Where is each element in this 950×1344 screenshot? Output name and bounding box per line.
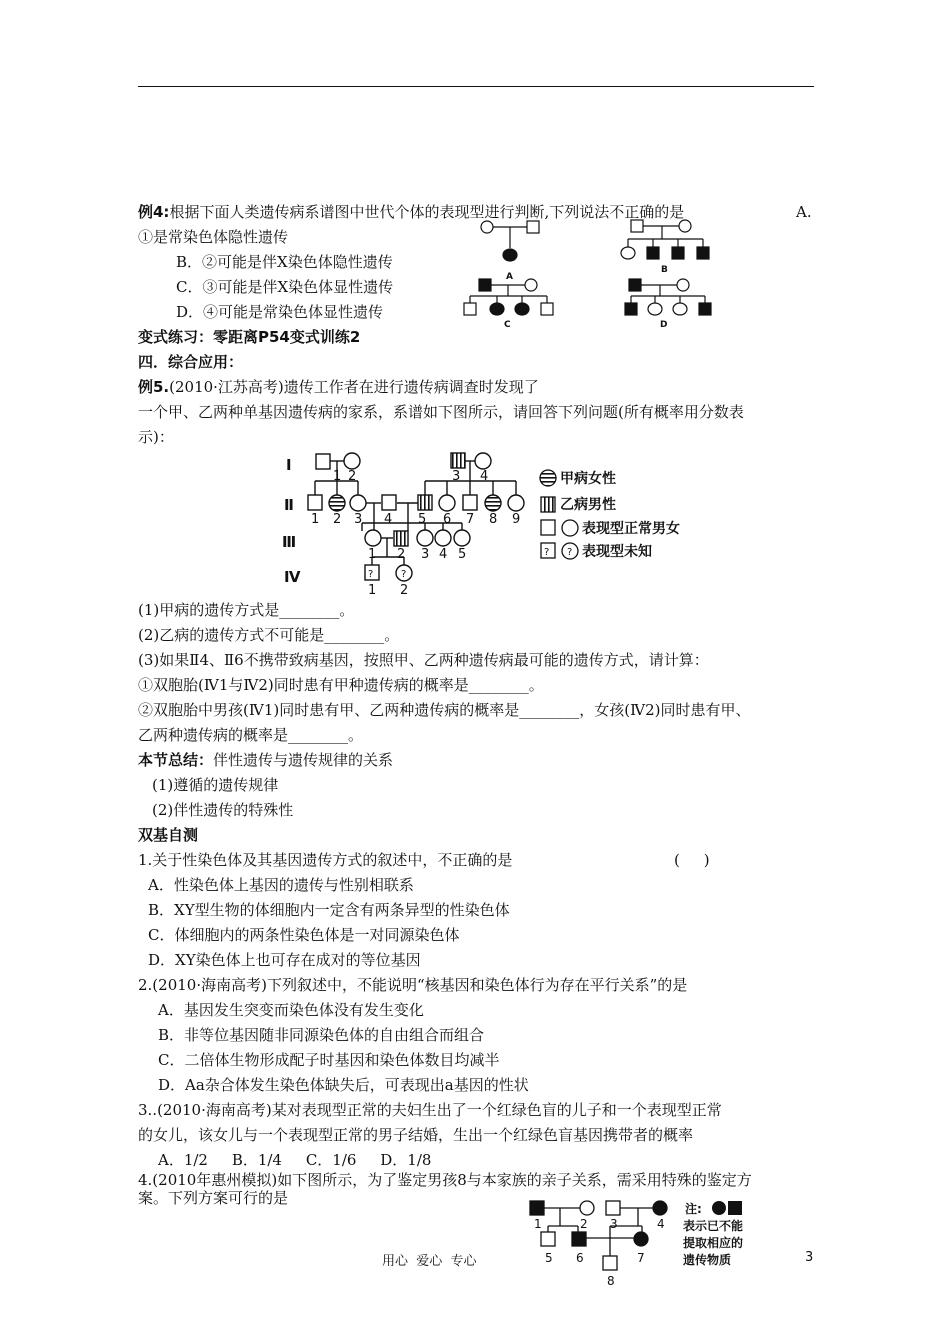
pedigree-a-label: A xyxy=(506,272,513,282)
pedigree-c-label: C xyxy=(504,320,511,330)
svg-text:?: ? xyxy=(567,547,573,558)
svg-text:9: 9 xyxy=(512,512,521,527)
generation-4-label: Ⅳ xyxy=(284,568,301,586)
ex5-line-3: 示)： xyxy=(138,428,174,446)
ex5-question-3a: ①双胞胎(Ⅳ1与Ⅳ2)同时患有甲种遗传病的概率是________。 xyxy=(138,676,544,694)
svg-text:4: 4 xyxy=(480,469,489,484)
svg-text:5: 5 xyxy=(545,1251,553,1265)
summary-label: 本节总结： xyxy=(138,751,214,769)
selftest-q2-c: C．二倍体生物形成配子时基因和染色体数目均减半 xyxy=(158,1051,500,1069)
svg-text:3: 3 xyxy=(610,1217,618,1231)
ex5-question-1: (1)甲病的遗传方式是________。 xyxy=(138,601,355,619)
selftest-q1-a: A．性染色体上基因的遗传与性别相联系 xyxy=(148,876,414,894)
pedigree-c xyxy=(464,279,553,315)
svg-text:7: 7 xyxy=(637,1251,645,1265)
legend-item-1: 甲病女性 xyxy=(560,471,616,487)
svg-text:4: 4 xyxy=(384,512,393,527)
svg-text:3: 3 xyxy=(421,547,430,562)
svg-text:3: 3 xyxy=(452,469,461,484)
selftest-q2-a: A．基因发生突变而染色体没有发生变化 xyxy=(158,1001,424,1019)
ex5-label: 例5. xyxy=(138,378,170,396)
ex5-question-3b: ②双胞胎中男孩(Ⅳ1)同时患有甲、乙两种遗传病的概率是________，女孩(Ⅳ2)同时患有甲、 xyxy=(138,701,751,719)
svg-text:5: 5 xyxy=(418,512,427,527)
selftest-q2: 2.(2010·海南高考)下列叙述中，不能说明“核基因和染色体行为存在平行关系”的是 xyxy=(138,976,688,994)
generation-3-label: Ⅲ xyxy=(282,533,297,551)
ex4-stem: 根据下面人类遗传病系谱图中世代个体的表现型进行判断,下列说法不正确的是 xyxy=(169,203,685,221)
summary-item-1: (1)遵循的遗传规律 xyxy=(152,776,279,794)
individual-numbers xyxy=(311,469,520,598)
ex5-pedigree-figure xyxy=(280,445,700,605)
svg-text:1: 1 xyxy=(333,469,342,484)
legend-item-3: 表现型正常男女 xyxy=(582,521,680,537)
svg-text:?: ? xyxy=(368,569,374,580)
ex4-option-c: C．③可能是伴X染色体显性遗传 xyxy=(176,278,394,296)
header-rule xyxy=(138,86,814,87)
selftest-q3-options: A．1/2 B．1/4 C．1/6 D．1/8 xyxy=(158,1151,432,1169)
q4-note-line-2: 提取相应的 xyxy=(683,1236,744,1250)
svg-text:6: 6 xyxy=(576,1251,584,1265)
pedigree-d xyxy=(625,279,711,315)
generation-2-label: Ⅱ xyxy=(284,496,294,514)
ex4-option-b: B．②可能是伴X染色体隐性遗传 xyxy=(176,253,393,271)
svg-text:4: 4 xyxy=(657,1217,665,1231)
svg-text:8: 8 xyxy=(607,1274,615,1288)
svg-text:1: 1 xyxy=(311,512,320,527)
q4-note-circle xyxy=(712,1201,726,1215)
svg-text:1: 1 xyxy=(368,583,377,598)
q4-note-label: 注: xyxy=(685,1202,702,1216)
pedigree-d-label: D xyxy=(660,320,668,330)
summary-line xyxy=(138,750,393,770)
pedigree-b xyxy=(621,220,709,259)
section-4-heading: 四．综合应用： xyxy=(138,353,244,371)
q4-pedigree-figure xyxy=(520,1196,790,1296)
svg-text:1: 1 xyxy=(534,1217,542,1231)
selftest-q1-c: C．体细胞内的两条性染色体是一对同源染色体 xyxy=(148,926,460,944)
svg-text:2: 2 xyxy=(397,547,406,562)
selftest-q1-b: B．XY型生物的体细胞内一定含有两条异型的性染色体 xyxy=(148,901,510,919)
generation-1-label: Ⅰ xyxy=(286,456,292,474)
selftest-q1-bracket: ( ) xyxy=(674,851,710,869)
summary-text: 伴性遗传与遗传规律的关系 xyxy=(213,751,394,769)
selftest-title: 双基自测 xyxy=(138,826,199,844)
selftest-q2-d: D．Aa杂合体发生染色体缺失后，可表现出a基因的性状 xyxy=(158,1076,529,1094)
ex5-line-2: 一个甲、乙两种单基因遗传病的家系，系谱如下图所示，请回答下列问题(所有概率用分数表 xyxy=(138,403,744,421)
svg-text:3: 3 xyxy=(354,512,363,527)
svg-text:4: 4 xyxy=(439,547,448,562)
ex4-pedigree-figure xyxy=(455,215,725,330)
selftest-q3: 3..(2010·海南高考)某对表现型正常的夫妇生出了一个红绿色盲的儿子和一个表现型正常 xyxy=(138,1101,722,1119)
svg-text:2: 2 xyxy=(333,512,342,527)
q4-note-line-1: 表示已不能 xyxy=(683,1219,744,1233)
q4-note-square xyxy=(728,1201,742,1215)
selftest-q4-cont: 案。下列方案可行的是 xyxy=(138,1189,289,1207)
q4-note-line-3: 遗传物质 xyxy=(683,1253,732,1267)
q4-numbers xyxy=(534,1217,665,1288)
page-number: 3 xyxy=(805,1250,814,1265)
ex4-option-a-letter: A. xyxy=(796,203,812,221)
selftest-q3-cont: 的女儿，该女儿与一个表现型正常的男子结婚，生出一个红绿色盲基因携带者的概率 xyxy=(138,1126,694,1144)
ex4-option-d: D．④可能是常染色体显性遗传 xyxy=(176,303,384,321)
svg-text:1: 1 xyxy=(368,547,377,562)
svg-text:5: 5 xyxy=(458,547,467,562)
svg-text:7: 7 xyxy=(466,512,475,527)
ex4-label: 例4: xyxy=(138,203,170,221)
legend-item-4: 表现型未知 xyxy=(582,544,652,560)
svg-text:?: ? xyxy=(401,569,407,580)
svg-text:8: 8 xyxy=(489,512,498,527)
ex5-question-3b-cont: 乙两种遗传病的概率是________。 xyxy=(138,726,364,744)
ex5-line-1 xyxy=(138,377,539,397)
ex5-line1-text: (2010·江苏高考)遗传工作者在进行遗传病调查时发现了 xyxy=(169,378,539,396)
ex5-question-3: (3)如果Ⅱ4、Ⅱ6不携带致病基因，按照甲、乙两种遗传病最可能的遗传方式，请计算： xyxy=(138,651,709,669)
ex4-option-a: ①是常染色体隐性遗传 xyxy=(138,228,289,246)
variant-practice: 变式练习：零距离P54变式训练2 xyxy=(138,328,361,346)
legend-item-2: 乙病男性 xyxy=(560,497,616,513)
ex5-question-2: (2)乙病的遗传方式不可能是________。 xyxy=(138,626,400,644)
summary-item-2: (2)伴性遗传的特殊性 xyxy=(152,801,294,819)
svg-text:6: 6 xyxy=(443,512,452,527)
svg-text:2: 2 xyxy=(400,583,409,598)
selftest-q1: 1.关于性染色体及其基因遗传方式的叙述中，不正确的是 xyxy=(138,851,513,869)
selftest-q4: 4.(2010年惠州模拟)如下图所示，为了鉴定男孩8与本家族的亲子关系，需采用特殊的鉴定方 xyxy=(138,1171,752,1189)
svg-text:?: ? xyxy=(544,547,550,558)
selftest-q1-d: D．XY染色体上也可存在成对的等位基因 xyxy=(148,951,421,969)
svg-text:2: 2 xyxy=(580,1217,588,1231)
footer-motto: 用心 爱心 专心 xyxy=(382,1254,477,1269)
pedigree-b-label: B xyxy=(661,265,668,275)
pedigree-a xyxy=(481,221,539,261)
selftest-q2-b: B．非等位基因随非同源染色体的自由组合而组合 xyxy=(158,1026,485,1044)
svg-text:2: 2 xyxy=(348,469,357,484)
